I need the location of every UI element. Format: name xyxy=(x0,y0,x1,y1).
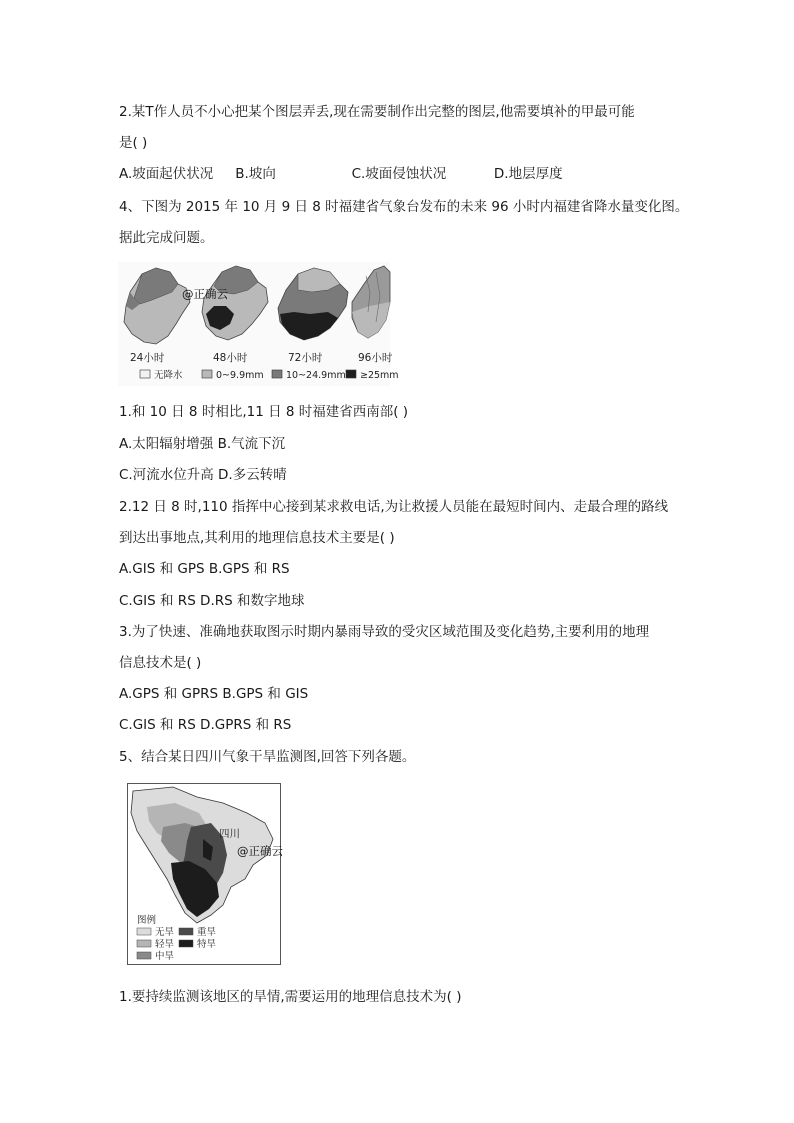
legend-label-extreme: 特旱 xyxy=(197,939,217,950)
legend-label-none: 无旱 xyxy=(155,927,175,938)
legend-swatch-light xyxy=(137,940,151,947)
map-label-24h: 24小时 xyxy=(130,352,165,364)
legend-swatch-severe xyxy=(179,928,193,935)
map-label-72h: 72小时 xyxy=(288,352,323,364)
map-label-96h: 96小时 xyxy=(358,352,393,364)
fujian-precipitation-figure xyxy=(118,262,399,386)
q5-sub1-stem: 1.要持续监测该地区的旱情,需要运用的地理信息技术为( ) xyxy=(119,989,462,1005)
q5-intro: 5、结合某日四川气象干旱监测图,回答下列各题。 xyxy=(119,749,416,765)
q4-sub3-options-line2: C.GIS 和 RS D.GPRS 和 RS xyxy=(119,717,292,733)
legend-label-medium: 10~24.9mm xyxy=(286,370,346,381)
q4-intro-line1: 4、下图为 2015 年 10 月 9 日 8 时福建省气象台发布的未来 96 小时内福建省降水量变化图。 xyxy=(119,199,689,215)
q4-sub2-stem-line1: 2.12 日 8 时,110 指挥中心接到某求救电话,为让救援人员能在最短时间内、走最合理的路线 xyxy=(119,499,669,515)
legend-title: 图例 xyxy=(137,915,157,926)
legend-label-heavy: ≥25mm xyxy=(360,370,399,381)
q4-intro-line2: 据此完成问题。 xyxy=(119,230,214,246)
q2-option-b: B.坡向 xyxy=(235,166,276,182)
legend-label-medium: 中旱 xyxy=(155,951,175,962)
q2-option-d: D.地层厚度 xyxy=(493,166,563,182)
q4-sub3-options-line1: A.GPS 和 GPRS B.GPS 和 GIS xyxy=(119,686,309,702)
q4-sub3-stem-line1: 3.为了快速、准确地获取图示时期内暴雨导致的受灾区域范围及变化趋势,主要利用的地理 xyxy=(119,624,650,640)
region-label-sichuan: 四川 xyxy=(219,828,240,840)
q2-stem-line1: 2.某T作人员不小心把某个图层弄丢,现在需要制作出完整的图层,他需要填补的甲最可能 xyxy=(119,104,635,120)
q4-sub2-options-line2: C.GIS 和 RS D.RS 和数字地球 xyxy=(119,593,305,609)
q2-option-c: C.坡面侵蚀状况 xyxy=(351,166,447,182)
q4-sub1-options-line1: A.太阳辐射增强 B.气流下沉 xyxy=(119,436,286,452)
q2-options xyxy=(119,164,563,184)
legend-swatch-medium xyxy=(272,370,282,378)
watermark: @正确云 xyxy=(237,844,283,858)
q4-sub1-options-line2: C.河流水位升高 D.多云转晴 xyxy=(119,467,287,483)
q2-option-a: A.坡面起伏状况 xyxy=(119,166,214,182)
legend-label-severe: 重旱 xyxy=(197,927,217,938)
q2-stem-line2: 是( ) xyxy=(119,135,148,151)
map-label-48h: 48小时 xyxy=(213,352,248,364)
legend-swatch-no-rain xyxy=(140,370,150,378)
sichuan-drought-figure xyxy=(127,783,281,965)
legend-label-light: 0~9.9mm xyxy=(216,370,264,381)
legend-label-no-rain: 无降水 xyxy=(154,370,183,381)
legend-swatch-extreme xyxy=(179,940,193,947)
legend-swatch-medium xyxy=(137,952,151,959)
legend-swatch-heavy xyxy=(346,370,356,378)
watermark: @正确云 xyxy=(182,287,228,301)
q4-sub2-stem-line2: 到达出事地点,其利用的地理信息技术主要是( ) xyxy=(119,530,395,546)
legend-label-light: 轻旱 xyxy=(155,939,175,950)
q4-sub1-stem: 1.和 10 日 8 时相比,11 日 8 时福建省西南部( ) xyxy=(119,404,409,420)
legend-swatch-none xyxy=(137,928,151,935)
legend-swatch-light xyxy=(202,370,212,378)
q4-sub2-options-line1: A.GIS 和 GPS B.GPS 和 RS xyxy=(119,561,290,577)
q4-sub3-stem-line2: 信息技术是( ) xyxy=(119,655,202,671)
